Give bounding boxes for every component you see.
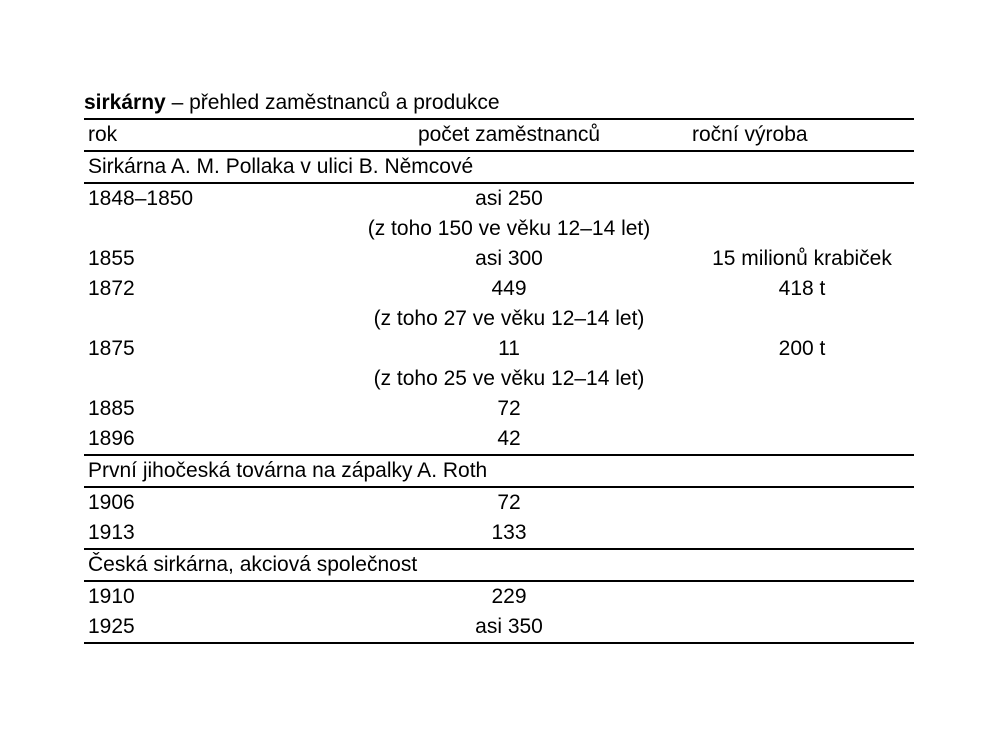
table-row <box>84 184 914 214</box>
year-cell: 1896 <box>88 427 135 450</box>
column-header-production: roční výroba <box>692 123 808 146</box>
section-name: Sirkárna A. M. Pollaka v ulici B. Němcové <box>88 155 474 178</box>
year-cell: 1885 <box>88 397 135 420</box>
section-header-row <box>84 550 914 582</box>
employees-cell: 133 <box>491 521 527 544</box>
employees-cell: asi 250 <box>475 187 543 210</box>
employees-cell: asi 350 <box>475 615 543 638</box>
column-header-year: rok <box>88 123 118 146</box>
column-header-row <box>84 120 914 152</box>
age-note: (z toho 25 ve věku 12–14 let) <box>373 367 645 390</box>
table-row <box>84 612 914 644</box>
production-cell: 15 milionů krabiček <box>712 247 892 270</box>
year-cell: 1925 <box>88 615 135 638</box>
document-table <box>84 88 914 644</box>
column-header-employees: počet zaměstnanců <box>417 123 601 146</box>
table-title-rest: – přehled zaměstnanců a produkce <box>165 91 500 114</box>
table-row <box>84 424 914 456</box>
table-row <box>84 488 914 518</box>
table-note-row <box>84 304 914 334</box>
year-cell: 1848–1850 <box>88 187 194 210</box>
table-note-row <box>84 214 914 244</box>
table-row <box>84 334 914 364</box>
age-note: (z toho 27 ve věku 12–14 let) <box>373 307 645 330</box>
table-row <box>84 244 914 274</box>
employees-cell: 72 <box>497 397 521 420</box>
employees-cell: 72 <box>497 491 521 514</box>
section-name: Česká sirkárna, akciová společnost <box>88 553 418 576</box>
employees-cell: 42 <box>497 427 521 450</box>
employees-cell: asi 300 <box>475 247 543 270</box>
production-cell: 200 t <box>778 337 826 360</box>
year-cell: 1875 <box>88 337 135 360</box>
section-header-row <box>84 456 914 488</box>
year-cell: 1913 <box>88 521 135 544</box>
table-title <box>84 88 914 120</box>
table-row <box>84 518 914 550</box>
year-cell: 1872 <box>88 277 135 300</box>
section-header-row <box>84 152 914 184</box>
table-body <box>84 152 914 644</box>
employees-cell: 11 <box>498 337 520 360</box>
year-cell: 1855 <box>88 247 135 270</box>
table-title-bold: sirkárny <box>84 91 166 114</box>
table-note-row <box>84 364 914 394</box>
year-cell: 1906 <box>88 491 135 514</box>
employees-cell: 449 <box>491 277 527 300</box>
table-row <box>84 394 914 424</box>
year-cell: 1910 <box>88 585 135 608</box>
table-row <box>84 274 914 304</box>
table-row <box>84 582 914 612</box>
employees-cell: 229 <box>491 585 527 608</box>
age-note: (z toho 150 ve věku 12–14 let) <box>367 217 651 240</box>
section-name: První jihočeská továrna na zápalky A. Roth <box>88 459 488 482</box>
production-cell: 418 t <box>778 277 826 300</box>
